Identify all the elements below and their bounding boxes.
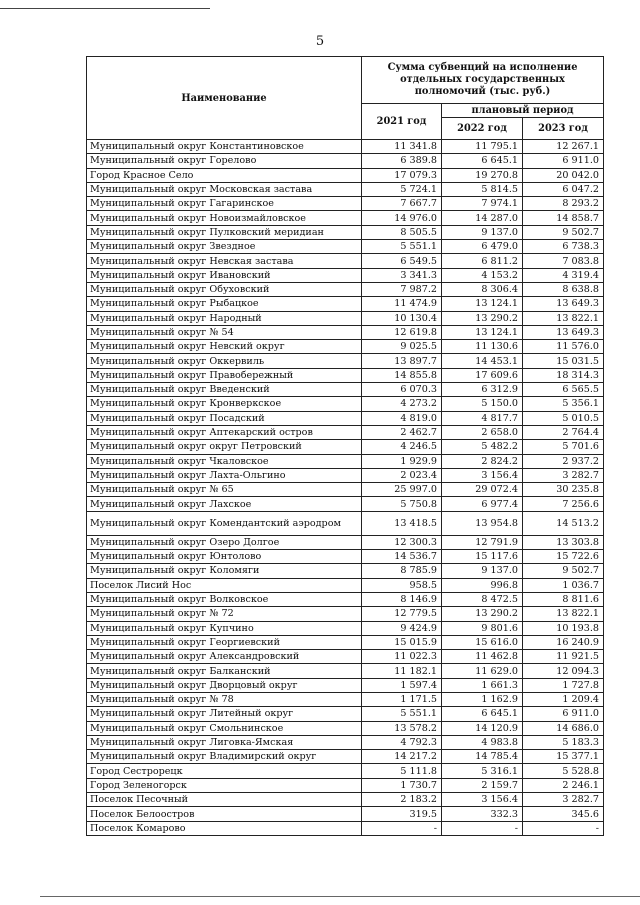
value-2022: 13 954.8 xyxy=(442,511,523,535)
value-2023: 5 701.6 xyxy=(523,440,604,454)
value-2023: 10 193.8 xyxy=(523,621,604,635)
value-2023: 8 638.8 xyxy=(523,282,604,296)
row-name: Муниципальный округ Невская застава xyxy=(87,254,362,268)
row-name: Муниципальный округ Рыбацкое xyxy=(87,297,362,311)
value-2023: 14 686.0 xyxy=(523,721,604,735)
row-name: Поселок Песочный xyxy=(87,793,362,807)
value-2021: 5 724.1 xyxy=(362,182,442,196)
value-2021: 5 750.8 xyxy=(362,497,442,511)
row-name: Муниципальный округ Владимирский округ xyxy=(87,750,362,764)
table-row xyxy=(87,240,604,254)
row-name: Муниципальный округ Аптекарский остров xyxy=(87,425,362,439)
row-name: Муниципальный округ Горелово xyxy=(87,154,362,168)
value-2022: 1 162.9 xyxy=(442,692,523,706)
value-2022: 8 472.5 xyxy=(442,592,523,606)
value-2022: 5 150.0 xyxy=(442,397,523,411)
row-name: Поселок Белоостров xyxy=(87,807,362,821)
value-2021: 6 389.8 xyxy=(362,154,442,168)
value-2023: 8 293.2 xyxy=(523,197,604,211)
row-name: Муниципальный округ Купчино xyxy=(87,621,362,635)
row-name: Муниципальный округ округ Петровский xyxy=(87,440,362,454)
value-2021: 4 792.3 xyxy=(362,735,442,749)
value-2021: 6 070.3 xyxy=(362,383,442,397)
value-2021: 13 578.2 xyxy=(362,721,442,735)
value-2023: 1 727.8 xyxy=(523,678,604,692)
value-2023: 3 282.7 xyxy=(523,793,604,807)
row-name: Муниципальный округ Гагаринское xyxy=(87,197,362,211)
value-2022: 17 609.6 xyxy=(442,368,523,382)
value-2021: 14 536.7 xyxy=(362,550,442,564)
row-name: Поселок Лисий Нос xyxy=(87,578,362,592)
value-2023: 14 858.7 xyxy=(523,211,604,225)
value-2021: 10 130.4 xyxy=(362,311,442,325)
value-2022: 15 117.6 xyxy=(442,550,523,564)
table-row xyxy=(87,664,604,678)
value-2021: 5 551.1 xyxy=(362,240,442,254)
row-name: Муниципальный округ Лиговка-Ямская xyxy=(87,735,362,749)
row-name: Муниципальный округ № 72 xyxy=(87,607,362,621)
value-2021: 4 246.5 xyxy=(362,440,442,454)
table-row xyxy=(87,564,604,578)
table-row xyxy=(87,692,604,706)
table-row xyxy=(87,368,604,382)
row-name: Поселок Комарово xyxy=(87,821,362,835)
value-2023: 3 282.7 xyxy=(523,468,604,482)
value-2022: 6 811.2 xyxy=(442,254,523,268)
row-name: Город Зеленогорск xyxy=(87,778,362,792)
value-2022: 8 306.4 xyxy=(442,282,523,296)
value-2023: 15 031.5 xyxy=(523,354,604,368)
table-row xyxy=(87,311,604,325)
row-name: Муниципальный округ Литейный округ xyxy=(87,707,362,721)
row-name: Муниципальный округ Невский округ xyxy=(87,340,362,354)
table-row xyxy=(87,225,604,239)
value-2022: 3 156.4 xyxy=(442,793,523,807)
value-2022: 13 290.2 xyxy=(442,607,523,621)
table-row xyxy=(87,764,604,778)
value-2022: 2 824.2 xyxy=(442,454,523,468)
value-2021: 319.5 xyxy=(362,807,442,821)
value-2022: 9 137.0 xyxy=(442,225,523,239)
value-2023: 8 811.6 xyxy=(523,592,604,606)
value-2021: 11 341.8 xyxy=(362,140,442,154)
value-2023: 5 010.5 xyxy=(523,411,604,425)
row-name: Муниципальный округ Московская застава xyxy=(87,182,362,196)
row-name: Город Сестрорецк xyxy=(87,764,362,778)
value-2021: 13 897.7 xyxy=(362,354,442,368)
table-row xyxy=(87,454,604,468)
value-2021: 1 730.7 xyxy=(362,778,442,792)
table-row xyxy=(87,678,604,692)
value-2023: 15 722.6 xyxy=(523,550,604,564)
row-name: Муниципальный округ № 78 xyxy=(87,692,362,706)
value-2021: 2 023.4 xyxy=(362,468,442,482)
row-name: Муниципальный округ Александровский xyxy=(87,650,362,664)
row-name: Муниципальный округ Введенский xyxy=(87,383,362,397)
table-row xyxy=(87,483,604,497)
value-2022: 11 795.1 xyxy=(442,140,523,154)
table-row xyxy=(87,297,604,311)
value-2022: 13 290.2 xyxy=(442,311,523,325)
table-row xyxy=(87,197,604,211)
row-name: Муниципальный округ Константиновское xyxy=(87,140,362,154)
table-row xyxy=(87,793,604,807)
value-2022: 2 159.7 xyxy=(442,778,523,792)
value-2022: 5 814.5 xyxy=(442,182,523,196)
table-row xyxy=(87,607,604,621)
row-name: Муниципальный округ Ивановский xyxy=(87,268,362,282)
table-row xyxy=(87,325,604,339)
row-name: Муниципальный округ Обуховский xyxy=(87,282,362,296)
page-number: 5 xyxy=(315,34,325,49)
value-2023: 15 377.1 xyxy=(523,750,604,764)
value-2022: 11 462.8 xyxy=(442,650,523,664)
value-2022: 2 658.0 xyxy=(442,425,523,439)
table-row xyxy=(87,140,604,154)
value-2023: 12 094.3 xyxy=(523,664,604,678)
value-2022: 1 661.3 xyxy=(442,678,523,692)
value-2022: 6 479.0 xyxy=(442,240,523,254)
value-2023: 7 083.8 xyxy=(523,254,604,268)
header-2022: 2022 год xyxy=(442,118,523,140)
table-row xyxy=(87,340,604,354)
value-2022: 9 801.6 xyxy=(442,621,523,635)
value-2023: 6 911.0 xyxy=(523,154,604,168)
value-2021: 3 341.3 xyxy=(362,268,442,282)
table-row xyxy=(87,650,604,664)
table-row xyxy=(87,182,604,196)
subsidy-table xyxy=(86,56,604,836)
value-2022: 9 137.0 xyxy=(442,564,523,578)
value-2023: 1 209.4 xyxy=(523,692,604,706)
value-2021: 7 987.2 xyxy=(362,282,442,296)
value-2021: 1 929.9 xyxy=(362,454,442,468)
table-row xyxy=(87,707,604,721)
value-2022: 13 124.1 xyxy=(442,325,523,339)
value-2021: 5 111.8 xyxy=(362,764,442,778)
value-2023: 16 240.9 xyxy=(523,635,604,649)
value-2021: 8 505.5 xyxy=(362,225,442,239)
value-2021: 12 779.5 xyxy=(362,607,442,621)
value-2022: 14 120.9 xyxy=(442,721,523,735)
value-2022: 14 287.0 xyxy=(442,211,523,225)
row-name: Муниципальный округ Волковское xyxy=(87,592,362,606)
value-2022: - xyxy=(442,821,523,835)
header-group-title: Сумма субвенций на исполнение отдельных государственных полномочий (тыс. руб.) xyxy=(362,57,604,104)
value-2022: 5 316.1 xyxy=(442,764,523,778)
value-2022: 15 616.0 xyxy=(442,635,523,649)
value-2023: 13 822.1 xyxy=(523,607,604,621)
value-2023: 20 042.0 xyxy=(523,168,604,182)
value-2022: 4 153.2 xyxy=(442,268,523,282)
value-2023: 1 036.7 xyxy=(523,578,604,592)
table-row xyxy=(87,282,604,296)
table-row xyxy=(87,721,604,735)
value-2021: 13 418.5 xyxy=(362,511,442,535)
value-2023: 13 649.3 xyxy=(523,325,604,339)
value-2023: 13 649.3 xyxy=(523,297,604,311)
row-name: Муниципальный округ Новоизмайловское xyxy=(87,211,362,225)
value-2023: 6 911.0 xyxy=(523,707,604,721)
header-2021: 2021 год xyxy=(362,104,442,140)
value-2021: 2 183.2 xyxy=(362,793,442,807)
value-2023: 6 738.3 xyxy=(523,240,604,254)
table-row xyxy=(87,268,604,282)
value-2021: 5 551.1 xyxy=(362,707,442,721)
value-2021: 4 819.0 xyxy=(362,411,442,425)
row-name: Муниципальный округ Смольнинское xyxy=(87,721,362,735)
row-name: Муниципальный округ Кронверкское xyxy=(87,397,362,411)
value-2022: 332.3 xyxy=(442,807,523,821)
bottom-rule xyxy=(40,896,640,897)
value-2021: 17 079.3 xyxy=(362,168,442,182)
row-name: Муниципальный округ № 54 xyxy=(87,325,362,339)
table-row xyxy=(87,468,604,482)
row-name: Муниципальный округ Посадский xyxy=(87,411,362,425)
table-row xyxy=(87,411,604,425)
value-2022: 19 270.8 xyxy=(442,168,523,182)
value-2023: 30 235.8 xyxy=(523,483,604,497)
row-name: Муниципальный округ Дворцовый округ xyxy=(87,678,362,692)
value-2022: 11 130.6 xyxy=(442,340,523,354)
value-2023: 12 267.1 xyxy=(523,140,604,154)
value-2023: 11 576.0 xyxy=(523,340,604,354)
value-2021: 14 976.0 xyxy=(362,211,442,225)
table-row xyxy=(87,397,604,411)
row-name: Город Красное Село xyxy=(87,168,362,182)
table-row xyxy=(87,821,604,835)
row-name: Муниципальный округ Лахское xyxy=(87,497,362,511)
value-2021: 12 619.8 xyxy=(362,325,442,339)
table-row xyxy=(87,354,604,368)
value-2022: 6 312.9 xyxy=(442,383,523,397)
table-row xyxy=(87,578,604,592)
value-2022: 6 645.1 xyxy=(442,707,523,721)
value-2023: 2 246.1 xyxy=(523,778,604,792)
row-name: Муниципальный округ Пулковский меридиан xyxy=(87,225,362,239)
table-row xyxy=(87,254,604,268)
value-2022: 996.8 xyxy=(442,578,523,592)
value-2023: 13 822.1 xyxy=(523,311,604,325)
top-rule xyxy=(0,8,210,9)
value-2023: - xyxy=(523,821,604,835)
table-row xyxy=(87,635,604,649)
value-2022: 13 124.1 xyxy=(442,297,523,311)
row-name: Муниципальный округ Озеро Долгое xyxy=(87,535,362,549)
row-name: Муниципальный округ Георгиевский xyxy=(87,635,362,649)
row-name: Муниципальный округ Народный xyxy=(87,311,362,325)
value-2021: 8 146.9 xyxy=(362,592,442,606)
row-name: Муниципальный округ Правобережный xyxy=(87,368,362,382)
row-name: Муниципальный округ Оккервиль xyxy=(87,354,362,368)
row-name: Муниципальный округ Звездное xyxy=(87,240,362,254)
value-2023: 9 502.7 xyxy=(523,564,604,578)
row-name: Муниципальный округ Юнтолово xyxy=(87,550,362,564)
value-2022: 3 156.4 xyxy=(442,468,523,482)
value-2021: 1 171.5 xyxy=(362,692,442,706)
table-row xyxy=(87,154,604,168)
table-row xyxy=(87,440,604,454)
table-row xyxy=(87,425,604,439)
table-row xyxy=(87,211,604,225)
table-body xyxy=(87,140,604,836)
value-2021: 14 855.8 xyxy=(362,368,442,382)
value-2021: 15 015.9 xyxy=(362,635,442,649)
table-row xyxy=(87,592,604,606)
value-2023: 6 047.2 xyxy=(523,182,604,196)
value-2022: 4 983.8 xyxy=(442,735,523,749)
value-2021: 2 462.7 xyxy=(362,425,442,439)
header-name: Наименование xyxy=(87,57,362,140)
value-2021: 8 785.9 xyxy=(362,564,442,578)
row-name: Муниципальный округ № 65 xyxy=(87,483,362,497)
value-2023: 18 314.3 xyxy=(523,368,604,382)
table-row xyxy=(87,497,604,511)
value-2023: 14 513.2 xyxy=(523,511,604,535)
table-row xyxy=(87,778,604,792)
value-2022: 5 482.2 xyxy=(442,440,523,454)
value-2023: 5 528.8 xyxy=(523,764,604,778)
row-name: Муниципальный округ Балканский xyxy=(87,664,362,678)
value-2021: 11 022.3 xyxy=(362,650,442,664)
value-2021: 7 667.7 xyxy=(362,197,442,211)
value-2022: 6 645.1 xyxy=(442,154,523,168)
value-2023: 11 921.5 xyxy=(523,650,604,664)
table-row xyxy=(87,621,604,635)
value-2021: 958.5 xyxy=(362,578,442,592)
table-row xyxy=(87,735,604,749)
value-2023: 4 319.4 xyxy=(523,268,604,282)
value-2021: 9 025.5 xyxy=(362,340,442,354)
value-2021: 6 549.5 xyxy=(362,254,442,268)
value-2023: 9 502.7 xyxy=(523,225,604,239)
value-2023: 7 256.6 xyxy=(523,497,604,511)
value-2023: 345.6 xyxy=(523,807,604,821)
table-row xyxy=(87,168,604,182)
value-2023: 5 356.1 xyxy=(523,397,604,411)
value-2022: 7 974.1 xyxy=(442,197,523,211)
value-2022: 14 785.4 xyxy=(442,750,523,764)
row-name: Муниципальный округ Коломяги xyxy=(87,564,362,578)
value-2023: 2 764.4 xyxy=(523,425,604,439)
value-2023: 13 303.8 xyxy=(523,535,604,549)
value-2021: 12 300.3 xyxy=(362,535,442,549)
table-row xyxy=(87,807,604,821)
value-2021: 11 474.9 xyxy=(362,297,442,311)
table-row xyxy=(87,550,604,564)
header-planning-period: плановый период xyxy=(442,104,604,118)
value-2022: 11 629.0 xyxy=(442,664,523,678)
value-2021: 25 997.0 xyxy=(362,483,442,497)
value-2022: 29 072.4 xyxy=(442,483,523,497)
value-2022: 14 453.1 xyxy=(442,354,523,368)
table-row xyxy=(87,750,604,764)
value-2023: 6 565.5 xyxy=(523,383,604,397)
table-row xyxy=(87,511,604,535)
row-name: Муниципальный округ Лахта-Ольгино xyxy=(87,468,362,482)
value-2021: 1 597.4 xyxy=(362,678,442,692)
header-2023: 2023 год xyxy=(523,118,604,140)
table-row xyxy=(87,383,604,397)
value-2021: - xyxy=(362,821,442,835)
value-2022: 4 817.7 xyxy=(442,411,523,425)
value-2021: 4 273.2 xyxy=(362,397,442,411)
table-row xyxy=(87,535,604,549)
value-2022: 12 791.9 xyxy=(442,535,523,549)
row-name: Муниципальный округ Чкаловское xyxy=(87,454,362,468)
value-2021: 9 424.9 xyxy=(362,621,442,635)
row-name: Муниципальный округ Комендантский аэродром xyxy=(87,511,362,535)
value-2023: 5 183.3 xyxy=(523,735,604,749)
value-2021: 11 182.1 xyxy=(362,664,442,678)
value-2022: 6 977.4 xyxy=(442,497,523,511)
value-2021: 14 217.2 xyxy=(362,750,442,764)
value-2023: 2 937.2 xyxy=(523,454,604,468)
